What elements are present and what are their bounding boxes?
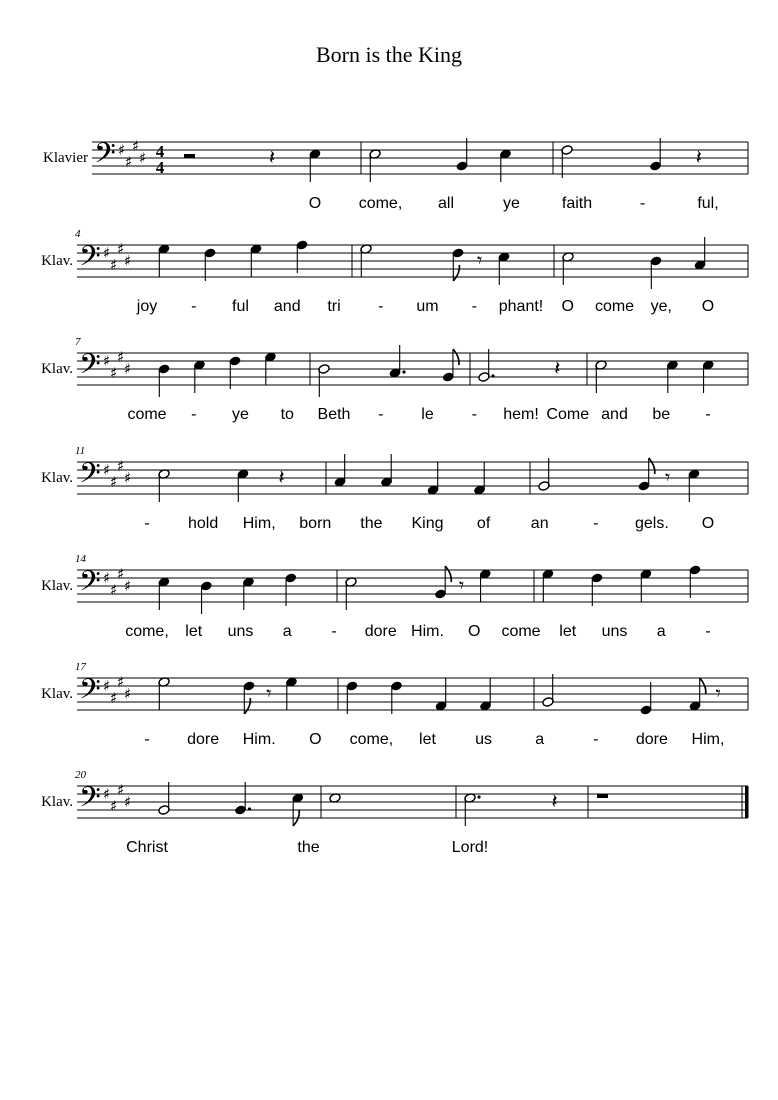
instrument-label: Klav. [41,470,73,486]
lyric-syllable: the [297,839,320,856]
lyric-syllable: us [475,731,493,748]
lyric-syllable: - [639,195,646,212]
augmentation-dot [477,795,480,798]
key-sharp-icon: ♯ [117,565,125,583]
lyric-syllable: King [411,515,444,532]
lyric-syllable: - [191,406,197,423]
key-sharp-icon: ♯ [124,577,132,595]
instrument-label: Klav. [41,686,73,702]
lyric-syllable: - [331,623,337,640]
lyric-syllable: - [191,298,197,315]
key-sharp-icon: ♯ [125,153,133,171]
lyric-syllable: of [476,515,491,532]
lyric-syllable: faith [561,195,593,212]
eighth-rest-icon: 𝄾 [665,465,671,489]
quarter-rest-icon: 𝄽 [551,789,558,813]
key-sharp-icon: ♯ [103,244,111,262]
key-sharp-icon: ♯ [124,252,132,270]
lyric-syllable: le [421,406,434,423]
lyric-syllable: ful [232,298,249,315]
lyric-syllable: - [378,298,384,315]
key-sharp-icon: ♯ [117,781,125,799]
lyric-syllable: - [144,515,150,532]
key-sharp-icon: ♯ [124,793,132,811]
lyric-syllable: uns [227,623,254,640]
key-sharp-icon: ♯ [103,785,111,803]
key-sharp-icon: ♯ [103,569,111,587]
key-sharp-icon: ♯ [118,141,126,159]
lyric-syllable: O [308,195,322,212]
time-signature-bottom: 4 [155,158,165,177]
lyric-syllable: ye, [650,298,672,315]
half-rest [184,154,195,158]
measure-number: 17 [75,661,86,673]
eighth-rest-icon: 𝄾 [458,573,465,597]
lyric-syllable: - [593,515,599,532]
lyric-syllable: come, [358,195,403,212]
lyric-syllable: dore [187,731,220,748]
quarter-rest-icon: 𝄽 [695,145,702,169]
note-flag [453,349,459,365]
key-sharp-icon: ♯ [117,457,125,475]
lyric-syllable: O [309,731,322,748]
lyric-syllable: um [416,298,439,315]
lyric-syllable: dore [364,623,397,640]
eighth-rest-icon: 𝄾 [477,248,483,272]
key-sharp-icon: ♯ [110,581,118,599]
instrument-label: Klavier [43,150,88,166]
key-sharp-icon: ♯ [117,673,125,691]
lyric-syllable: joy [136,298,158,315]
final-barline [745,786,749,818]
lyric-syllable: and [601,406,628,423]
note-flag [649,458,655,474]
measure-number: 11 [75,445,86,457]
lyric-syllable: - [705,623,711,640]
key-sharp-icon: ♯ [110,797,118,815]
bass-clef-icon: 𝄢 [79,565,101,605]
staff-system [41,661,748,748]
lyric-syllable: phant! [498,298,544,315]
lyric-syllable: and [273,298,301,315]
lyric-syllable: - [471,298,477,315]
lyric-syllable: tri [327,298,341,315]
staff-system [41,228,748,315]
score-title: Born is the King [315,42,463,67]
bass-clef-icon: 𝄢 [79,348,101,388]
lyric-syllable: be [652,406,671,423]
staff-system [41,336,748,423]
key-sharp-icon: ♯ [110,473,118,491]
measure-number: 14 [75,553,86,565]
measure-number: 4 [75,228,81,240]
lyric-syllable: a [535,731,545,748]
lyric-syllable: hem! [503,406,539,423]
lyric-syllable: come, [125,623,169,640]
score-body [41,137,748,856]
lyric-syllable: O [468,623,481,640]
note-flag [244,698,250,714]
lyric-syllable: come [127,406,167,423]
staff-system [41,553,748,640]
bass-clef-icon: 𝄢 [79,240,101,280]
instrument-label: Klav. [41,578,73,594]
lyric-syllable: ful, [697,195,719,212]
key-sharp-icon: ♯ [117,240,125,258]
lyric-syllable: - [705,406,711,423]
lyric-syllable: - [378,406,384,423]
instrument-label: Klav. [41,361,73,377]
lyric-syllable: let [559,623,577,640]
staff-system [43,137,748,212]
whole-rest [597,794,608,798]
lyric-syllable: the [360,515,383,532]
quarter-rest-icon: 𝄽 [554,356,561,380]
lyric-syllable: O [701,298,715,315]
instrument-label: Klav. [41,253,73,269]
lyric-syllable: all [437,195,455,212]
lyric-syllable: - [593,731,599,748]
lyric-syllable: Him. [242,731,276,748]
lyric-syllable: a [656,623,666,640]
key-sharp-icon: ♯ [110,689,118,707]
key-sharp-icon: ♯ [139,149,147,167]
eighth-rest-icon: 𝄾 [266,681,272,705]
lyric-syllable: Christ [126,839,168,856]
instrument-label: Klav. [41,794,73,810]
lyric-syllable: Him, [691,731,725,748]
augmentation-dot [248,807,251,810]
eighth-rest-icon: 𝄾 [715,681,721,705]
key-sharp-icon: ♯ [124,685,132,703]
note-flag [445,566,451,582]
key-sharp-icon: ♯ [110,364,118,382]
lyric-syllable: let [419,731,436,748]
measure-number: 7 [75,336,81,348]
key-sharp-icon: ♯ [110,256,118,274]
lyric-syllable: O [561,298,574,315]
key-sharp-icon: ♯ [132,137,140,155]
staff-system [41,769,748,856]
augmentation-dot [491,374,494,377]
lyric-syllable: born [299,515,332,532]
lyric-syllable: come [594,298,635,315]
note-flag [453,265,459,281]
bass-clef-icon: 𝄢 [94,137,116,177]
lyric-syllable: - [144,731,150,748]
bass-clef-icon: 𝄢 [79,457,101,497]
key-sharp-icon: ♯ [117,348,125,366]
bass-clef-icon: 𝄢 [79,673,101,713]
lyric-syllable: Come [546,406,590,423]
measure-number: 20 [75,769,86,781]
lyric-syllable: Lord! [451,839,489,856]
lyric-syllable: Him, [242,515,276,532]
lyric-syllable: uns [601,623,628,640]
lyric-syllable: ye [232,406,249,423]
lyric-syllable: let [185,623,203,640]
lyric-syllable: dore [635,731,668,748]
lyric-syllable: a [282,623,292,640]
key-sharp-icon: ♯ [103,352,111,370]
lyric-syllable: Beth [317,406,351,423]
quarter-rest-icon: 𝄽 [269,145,276,169]
lyric-syllable: to [280,406,294,423]
lyric-syllable: come, [349,731,394,748]
time-signature-top: 4 [155,142,165,161]
key-sharp-icon: ♯ [124,360,132,378]
key-sharp-icon: ♯ [103,461,111,479]
quarter-rest-icon: 𝄽 [278,465,285,489]
lyric-syllable: O [701,515,715,532]
lyric-syllable: ye [503,195,520,212]
lyric-syllable: gels. [635,515,669,532]
key-sharp-icon: ♯ [124,469,132,487]
lyric-syllable: come [501,623,541,640]
lyric-syllable: an [530,515,549,532]
staff-system [41,445,748,532]
lyric-syllable: Him. [411,623,444,640]
augmentation-dot [402,370,405,373]
lyric-syllable: - [471,406,477,423]
lyric-syllable: hold [187,515,219,532]
key-sharp-icon: ♯ [103,677,111,695]
bass-clef-icon: 𝄢 [79,781,101,821]
